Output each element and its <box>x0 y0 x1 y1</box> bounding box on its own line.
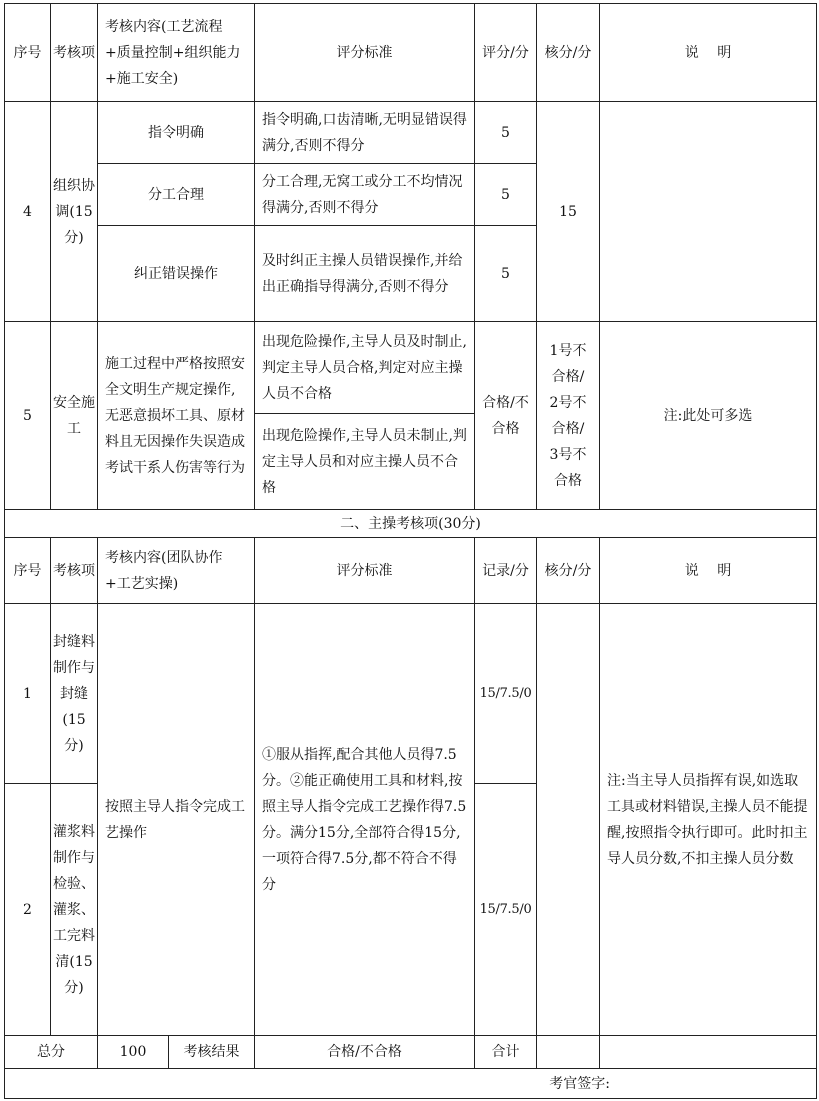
table-row <box>5 102 817 164</box>
sum-note <box>600 1036 817 1069</box>
safety-content: 施工过程中严格按照安全文明生产规定操作,无恶意损坏工具、原材料且无因操作失误造成考试干系人伤害等行为 <box>98 322 255 510</box>
header-content: 考核内容(工艺流程+质量控制+组织能力+施工安全) <box>98 4 255 102</box>
main-note: 注:当主导人员指挥有误,如选取工具或材料错误,主操人员不能提醒,按照指令执行即可。此时扣主导人员分数,不扣主操人员分数 <box>600 604 817 1036</box>
main-item: 封缝料制作与封缝(15分) <box>51 604 98 784</box>
section2-title: 二、主操考核项(30分) <box>5 510 817 538</box>
table-row <box>5 322 817 414</box>
safety-standard-a: 出现危险操作,主导人员及时制止,判定主导人员合格,判定对应主操人员不合格 <box>255 322 475 414</box>
signature-row <box>5 1069 817 1099</box>
assessment-table <box>4 3 817 1099</box>
main-content: 按照主导人指令完成工艺操作 <box>98 604 255 1036</box>
main-seq: 2 <box>5 784 51 1036</box>
org-content: 纠正错误操作 <box>98 226 255 322</box>
org-content: 指令明确 <box>98 102 255 164</box>
header-standard: 评分标准 <box>255 4 475 102</box>
result-label: 考核结果 <box>183 1044 240 1060</box>
header-content: 考核内容(团队协作+工艺实操) <box>98 538 255 604</box>
part1-header-row <box>5 4 817 102</box>
org-content: 分工合理 <box>98 164 255 226</box>
org-standard: 及时纠正主操人员错误操作,并给出正确指导得满分,否则不得分 <box>255 226 475 322</box>
header-item: 考核项 <box>51 538 98 604</box>
header-note: 说 明 <box>600 538 817 604</box>
total-split <box>98 1036 255 1069</box>
org-score: 5 <box>475 164 537 226</box>
header-record: 记录/分 <box>475 538 537 604</box>
safety-check: 1号不合格/2号不合格/3号不合格 <box>537 322 600 510</box>
org-score: 5 <box>475 102 537 164</box>
part2-header-row <box>5 538 817 604</box>
header-seq: 序号 <box>5 4 51 102</box>
main-seq: 1 <box>5 604 51 784</box>
org-standard: 分工合理,无窝工或分工不均情况得满分,否则不得分 <box>255 164 475 226</box>
org-item: 组织协调(15分) <box>51 102 98 322</box>
main-check <box>537 604 600 1036</box>
section2-title-row <box>5 510 817 538</box>
sum-label: 合计 <box>475 1036 537 1069</box>
examiner-signature: 考官签字: <box>5 1069 817 1099</box>
header-item: 考核项 <box>51 4 98 102</box>
main-standard: ①服从指挥,配合其他人员得7.5分。②能正确使用工具和材料,按照主导人指令完成工艺操作得7.5分。满分15分,全部符合得15分,一项符合得7.5分,都不符合不得分 <box>255 604 475 1036</box>
total-value: 100 <box>98 1036 169 1068</box>
org-check-total: 15 <box>537 102 600 322</box>
org-note <box>600 102 817 322</box>
safety-standard-b: 出现危险操作,主导人员未制止,判定主导人员和对应主操人员不合格 <box>255 414 475 510</box>
safety-score: 合格/不合格 <box>475 322 537 510</box>
sum-value <box>537 1036 600 1069</box>
safety-note: 注:此处可多选 <box>600 322 817 510</box>
main-record: 15/7.5/0 <box>475 604 537 784</box>
header-seq: 序号 <box>5 538 51 604</box>
org-standard: 指令明确,口齿清晰,无明显错误得满分,否则不得分 <box>255 102 475 164</box>
safety-seq: 5 <box>5 322 51 510</box>
header-check: 核分/分 <box>537 538 600 604</box>
safety-item: 安全施工 <box>51 322 98 510</box>
header-check: 核分/分 <box>537 4 600 102</box>
header-score: 评分/分 <box>475 4 537 102</box>
org-score: 5 <box>475 226 537 322</box>
table-row <box>5 604 817 784</box>
total-label: 总分 <box>5 1036 98 1069</box>
main-item: 灌浆料制作与检验、灌浆、工完料清(15分) <box>51 784 98 1036</box>
result-value: 合格/不合格 <box>255 1036 475 1069</box>
header-note: 说 明 <box>600 4 817 102</box>
main-record: 15/7.5/0 <box>475 784 537 1036</box>
total-row <box>5 1036 817 1069</box>
org-seq: 4 <box>5 102 51 322</box>
header-standard: 评分标准 <box>255 538 475 604</box>
